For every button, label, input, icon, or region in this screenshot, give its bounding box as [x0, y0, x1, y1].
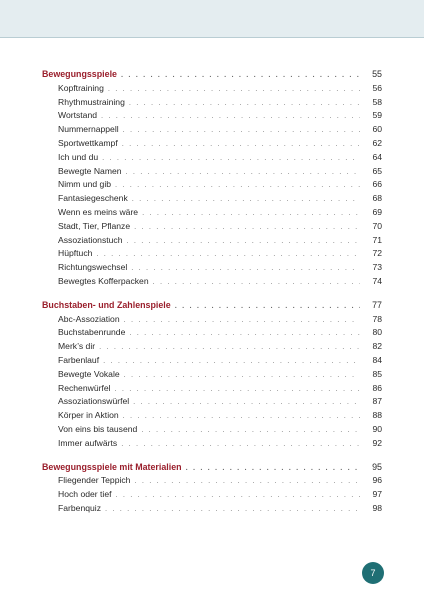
toc-entry[interactable]	[42, 220, 382, 234]
toc-heading-page: 55	[372, 69, 382, 79]
toc-leader-dots	[153, 275, 360, 289]
toc-entry-page: 70	[372, 220, 382, 231]
toc-entry-page: 72	[372, 248, 382, 259]
toc-entry-title: Farbenlauf	[58, 354, 100, 365]
toc-entry-title: Hüpftuch	[58, 248, 93, 259]
toc-entry-page: 98	[372, 502, 382, 513]
toc-entry-title: Stadt, Tier, Pflanze	[58, 220, 131, 231]
toc-entry[interactable]	[42, 261, 382, 275]
toc-entry[interactable]	[42, 151, 382, 165]
toc-entry-title: Merk’s dir	[58, 341, 96, 352]
toc-heading-page: 95	[372, 461, 382, 472]
toc-entry[interactable]	[42, 82, 382, 96]
toc-section	[42, 461, 382, 516]
toc-entry-page: 69	[372, 206, 382, 217]
toc-entry-page: 97	[372, 489, 382, 500]
toc-entry-title: Richtungswechsel	[58, 262, 128, 273]
toc-entry[interactable]	[42, 340, 382, 354]
toc-entry-title: Nimm und gib	[58, 179, 112, 190]
toc-entry[interactable]	[42, 423, 382, 437]
toc-section-heading[interactable]	[42, 68, 382, 82]
toc-entry-page: 56	[372, 82, 382, 93]
toc-leader-dots	[133, 395, 360, 409]
toc-entry-title: Bewegte Vokale	[58, 368, 120, 379]
toc-entry-title: Assoziationstuch	[58, 234, 123, 245]
toc-entry[interactable]	[42, 326, 382, 340]
toc-leader-dots	[116, 488, 360, 502]
toc-entry-title: Ich und du	[58, 151, 99, 162]
table-of-contents	[42, 68, 382, 526]
toc-entry[interactable]	[42, 123, 382, 137]
toc-entry-title: Nummernappell	[58, 124, 119, 135]
toc-section-heading[interactable]	[42, 461, 382, 475]
toc-entry-title: Bewegtes Kofferpacken	[58, 275, 149, 286]
toc-leader-dots	[129, 96, 360, 110]
toc-leader-dots	[99, 340, 360, 354]
toc-heading-title: Bewegungsspiele	[42, 69, 117, 79]
toc-leader-dots	[142, 206, 360, 220]
toc-leader-dots	[124, 368, 360, 382]
toc-leader-dots	[134, 220, 360, 234]
toc-entry-page: 73	[372, 262, 382, 273]
toc-entry-title: Wortstand	[58, 110, 98, 121]
toc-leader-dots	[115, 178, 360, 192]
toc-entry-page: 78	[372, 313, 382, 324]
toc-heading-title: Buchstaben- und Zahlenspiele	[42, 299, 171, 310]
toc-entry-title: Von eins bis tausend	[58, 423, 138, 434]
toc-leader-dots	[108, 82, 360, 96]
toc-entry-title: Assoziationswürfel	[58, 396, 130, 407]
toc-leader-dots	[129, 326, 360, 340]
toc-entry-page: 59	[372, 110, 382, 121]
toc-entry-page: 92	[372, 437, 382, 448]
toc-entry-page: 96	[372, 475, 382, 486]
page-number-badge: 7	[362, 562, 384, 584]
toc-entry-page: 66	[372, 179, 382, 190]
toc-entry[interactable]	[42, 354, 382, 368]
toc-section	[42, 68, 382, 289]
toc-leader-dots	[115, 382, 360, 396]
toc-entry-page: 60	[372, 124, 382, 135]
toc-entry[interactable]	[42, 474, 382, 488]
toc-entry-title: Immer aufwärts	[58, 437, 118, 448]
toc-leader-dots	[96, 247, 360, 261]
toc-leader-dots	[124, 313, 360, 327]
toc-leader-dots	[121, 437, 360, 451]
toc-entry-page: 58	[372, 96, 382, 107]
toc-entry-page: 65	[372, 165, 382, 176]
toc-entry-page: 74	[372, 275, 382, 286]
toc-entry-page: 82	[372, 341, 382, 352]
toc-entry-title: Buchstabenrunde	[58, 327, 126, 338]
toc-entry[interactable]	[42, 96, 382, 110]
toc-leader-dots	[121, 68, 360, 82]
toc-entry-title: Abc-Assoziation	[58, 313, 120, 324]
toc-entry-page: 80	[372, 327, 382, 338]
toc-entry-page: 68	[372, 193, 382, 204]
toc-leader-dots	[105, 502, 360, 516]
toc-leader-dots	[131, 261, 360, 275]
toc-leader-dots	[122, 137, 360, 151]
toc-entry-page: 86	[372, 382, 382, 393]
toc-entry-page: 64	[372, 151, 382, 162]
toc-entry-page: 85	[372, 368, 382, 379]
header-band	[0, 0, 424, 38]
toc-leader-dots	[134, 474, 360, 488]
toc-leader-dots	[123, 409, 360, 423]
toc-leader-dots	[141, 423, 360, 437]
toc-entry-title: Farbenquiz	[58, 502, 101, 513]
toc-entry[interactable]	[42, 395, 382, 409]
toc-entry-page: 88	[372, 410, 382, 421]
toc-leader-dots	[127, 234, 361, 248]
toc-leader-dots	[175, 299, 360, 313]
toc-entry[interactable]	[42, 165, 382, 179]
toc-entry[interactable]	[42, 409, 382, 423]
toc-entry[interactable]	[42, 382, 382, 396]
toc-heading-page: 77	[372, 299, 382, 310]
toc-entry-title: Kopftraining	[58, 82, 104, 93]
toc-entry[interactable]	[42, 206, 382, 220]
toc-leader-dots	[126, 165, 360, 179]
toc-section-heading[interactable]	[42, 299, 382, 313]
toc-entry[interactable]	[42, 275, 382, 289]
toc-entry-title: Fantasiegeschenk	[58, 193, 128, 204]
toc-entry[interactable]	[42, 137, 382, 151]
toc-leader-dots	[186, 461, 360, 475]
toc-entry-page: 84	[372, 354, 382, 365]
toc-leader-dots	[103, 354, 360, 368]
toc-entry[interactable]	[42, 178, 382, 192]
toc-entry-title: Bewegte Namen	[58, 165, 122, 176]
toc-entry[interactable]	[42, 234, 382, 248]
toc-entry-page: 90	[372, 423, 382, 434]
toc-entry[interactable]	[42, 313, 382, 327]
toc-entry-page: 62	[372, 137, 382, 148]
toc-section	[42, 299, 382, 451]
toc-entry-page: 71	[372, 234, 382, 245]
toc-entry[interactable]	[42, 437, 382, 451]
toc-entry-title: Hoch oder tief	[58, 489, 112, 500]
toc-entry[interactable]	[42, 192, 382, 206]
toc-entry-title: Rechenwürfel	[58, 382, 111, 393]
toc-entry[interactable]	[42, 368, 382, 382]
toc-entry[interactable]	[42, 247, 382, 261]
toc-entry-title: Rhythmustraining	[58, 96, 125, 107]
toc-leader-dots	[123, 123, 360, 137]
toc-entry[interactable]	[42, 109, 382, 123]
toc-entry-title: Körper in Aktion	[58, 410, 119, 421]
toc-entry-title: Fliegender Teppich	[58, 475, 131, 486]
toc-entry[interactable]	[42, 488, 382, 502]
toc-leader-dots	[102, 151, 360, 165]
toc-leader-dots	[132, 192, 360, 206]
toc-entry-title: Sportwettkampf	[58, 137, 118, 148]
toc-heading-title: Bewegungsspiele mit Materialien	[42, 461, 182, 472]
toc-entry[interactable]	[42, 502, 382, 516]
toc-entry-title: Wenn es meins wäre	[58, 206, 139, 217]
toc-leader-dots	[101, 109, 360, 123]
toc-entry-page: 87	[372, 396, 382, 407]
